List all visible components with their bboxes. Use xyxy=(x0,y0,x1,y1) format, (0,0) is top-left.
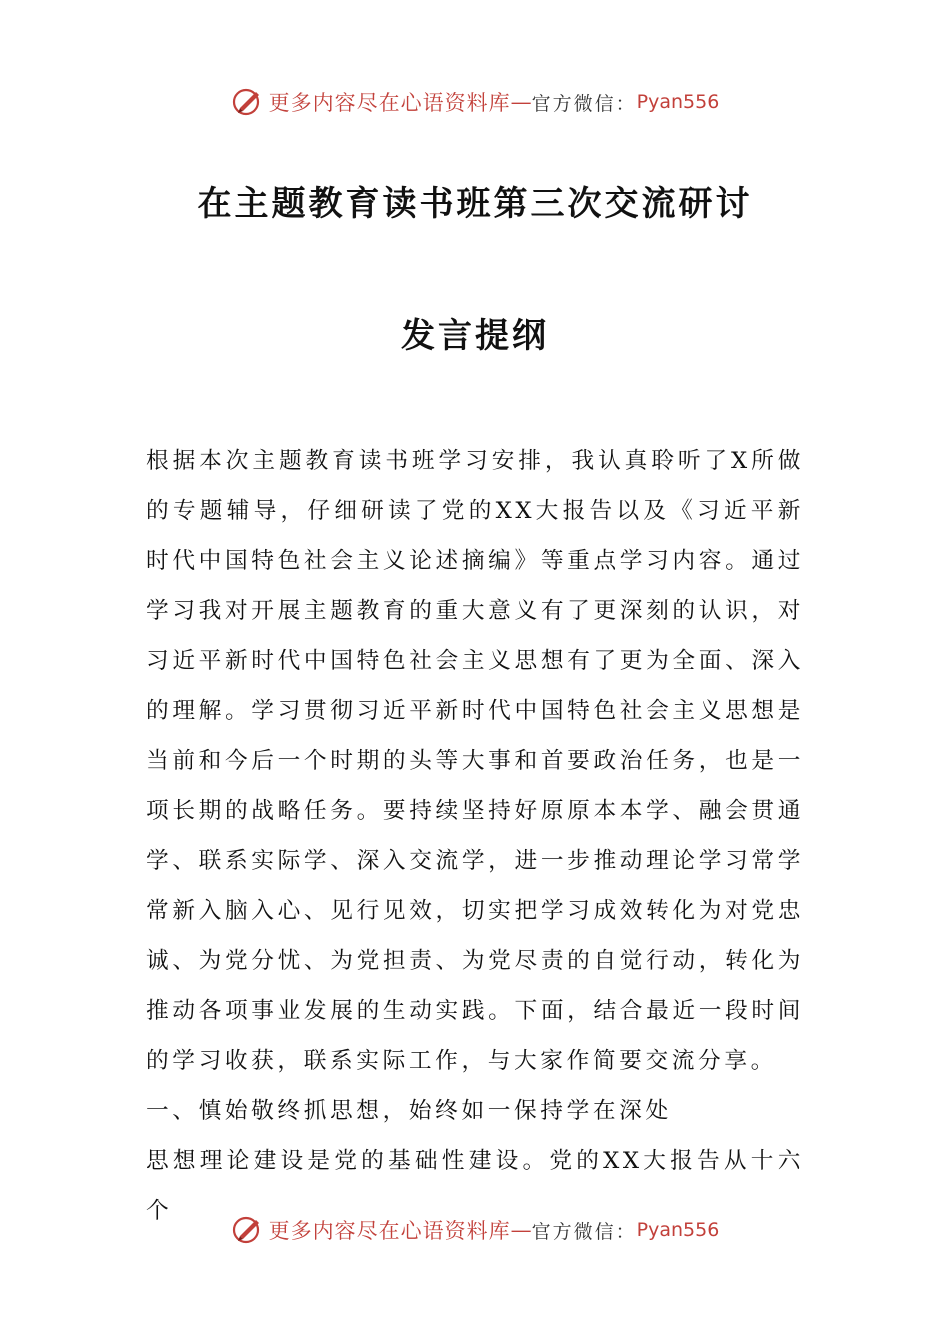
watermark-separator: — xyxy=(510,90,532,114)
watermark-footer xyxy=(0,1210,950,1250)
watermark-header xyxy=(0,82,950,122)
document-title-line2: 发言提纲 xyxy=(401,316,549,356)
section-1-paragraph: 思想理论建设是党的基础性建设。党的XX大报告从十六个 xyxy=(146,1148,804,1224)
intro-paragraph: 根据本次主题教育读书班学习安排，我认真聆听了X所做的专题辅导，仔细研读了党的XX大报告以及《习近平新时代中国特色社会主义论述摘编》等重点学习内容。通过学习我对开展主题教育的重大意义有了更深刻的认识，对习近平新时代中国特色社会主义思想有了更为全面、深入的理解。学习贯彻习近平新时代中国特色社会主义思想是当前和今后一个时期的头等大事和首要政治任务，也是一项长期的战略任务。要持续坚持好原原本本学、融会贯通学、联系实际学、深入交流学，进一步推动理论学习常学常新入脑入心、见行见效，切实把学习成效转化为对党忠诚、为党分忧、为党担责、为党尽责的自觉行动，转化为推动各项事业发展的生动实践。下面，结合最近一段时间的学习收获，联系实际工作，与大家作简要交流分享。 xyxy=(146,448,804,1074)
section-heading-1: 一、慎始敬终抓思想，始终如一保持学在深处 xyxy=(146,1098,672,1124)
pen-logo-icon xyxy=(231,1213,265,1247)
watermark-main-text: 更多内容尽在心语资料库 xyxy=(268,91,511,115)
watermark-separator: — xyxy=(510,1218,532,1242)
pen-logo-icon xyxy=(231,85,265,119)
watermark-wechat-id: Pyan556 xyxy=(636,1219,720,1241)
watermark-wechat-id: Pyan556 xyxy=(636,91,720,113)
watermark-main-text: 更多内容尽在心语资料库 xyxy=(268,1219,511,1243)
document-title-line1: 在主题教育读书班第三次交流研讨 xyxy=(197,184,753,224)
watermark-wechat-label: 官方微信： xyxy=(531,1220,637,1243)
watermark-wechat-label: 官方微信： xyxy=(531,92,637,115)
